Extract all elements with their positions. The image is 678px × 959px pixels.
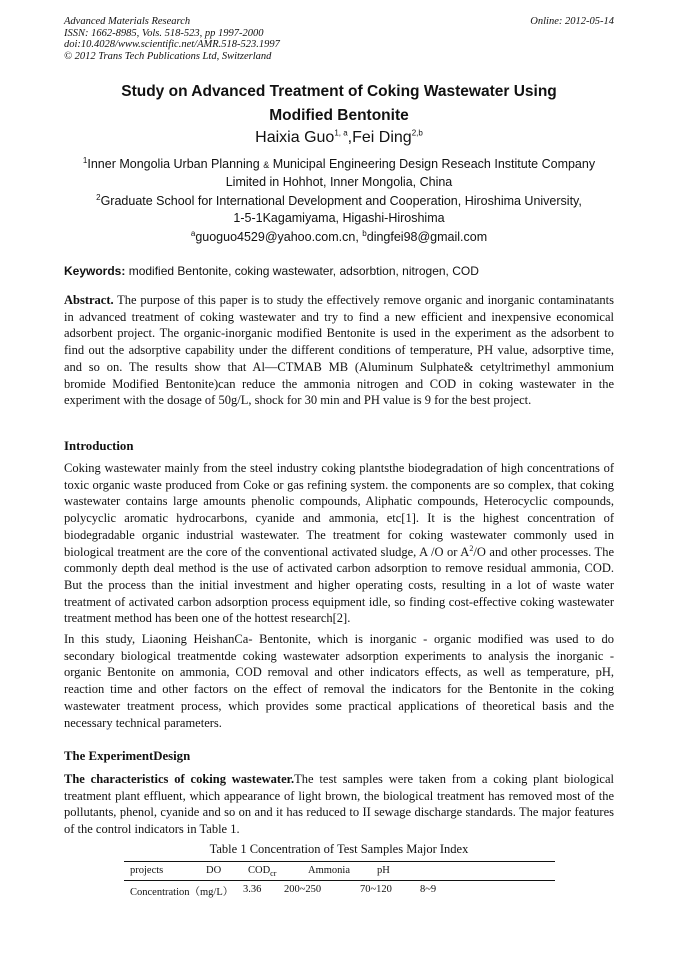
abstract-label: Abstract.: [64, 293, 114, 307]
author-2: Fei Ding: [352, 129, 412, 146]
th-do: DO: [206, 865, 222, 876]
th-ph: pH: [377, 865, 390, 876]
aff1-part2: Municipal Engineering Design Reseach Institute Company: [272, 157, 596, 171]
aff1-part1: Inner Mongolia Urban Planning: [87, 157, 260, 171]
author-2-sup: 2,b: [411, 128, 423, 138]
intro-p1-sup: 2: [469, 543, 474, 553]
paper-title: [60, 80, 618, 128]
email-a: guoguo4529@yahoo.com.cn,: [195, 230, 363, 244]
affiliation-2: [60, 193, 618, 227]
intro-p1-a: Coking wastewater mainly from the steel industry coking plantsthe biodegradation of high concentrations of toxic organic waste produced from Coke or gas refining system. the components are so complex, that coking wastewater contains large amounts phenolic compounds, Aliphatic compounds, Heterocyclic compounds, polycyclic aromatic hydrocarbons, cyanide and ammonia, etc[1]. It is the highest concentration of biodegradable organic industrial wastewater. The treatment for coking wastewater commonly used in biological treatment are the core of the conventional activated sludge, A /O or A: [64, 461, 614, 559]
journal-name: Advanced Materials Research: [64, 16, 191, 27]
affiliation-1: [60, 156, 618, 191]
td-label: Concentration（mg/L）: [130, 887, 234, 898]
experiment-heading: The ExperimentDesign: [64, 749, 191, 763]
th-cod-sub: cr: [270, 869, 277, 879]
td-ammonia: 70~120: [360, 884, 392, 895]
aff2-line2: 1-5-1Kagamiyama, Higashi-Hiroshima: [233, 211, 445, 225]
td-ph: 8~9: [420, 884, 437, 895]
introduction-heading: Introduction: [64, 439, 134, 453]
keywords-text: modified Bentonite, coking wastewater, adsorbtion, nitrogen, COD: [125, 264, 479, 278]
td-do: 3.36: [243, 884, 262, 895]
introduction-paragraph-1: [64, 460, 614, 627]
author-1: Haixia Guo: [255, 129, 335, 146]
title-line-2: Modified Bentonite: [269, 107, 409, 124]
doi-line: doi:10.4028/www.scientific.net/AMR.518-523.1997: [64, 39, 280, 50]
online-date: Online: 2012-05-14: [530, 16, 614, 27]
email-b: dingfei98@gmail.com: [366, 230, 488, 244]
aff2-sup: 2: [96, 192, 101, 202]
introduction-paragraph-2: In this study, Liaoning HeishanCa- Bentonite, which is inorganic - organic modified was used to do secondary biological treatmentde coking wastewater adsorption experiments to analysis the inorganic - organic Bentonite on ammonia, COD removal and other indicators effects, as well as temperature, pH, reaction time and other factors on the effect of removal the indicators for the Bentonite in the coking wastewater treatment process, which provides some practical applications of theoretical basis and the necessary technical parameters.: [64, 632, 614, 730]
experiment-p1-label: The characteristics of coking wastewater.: [64, 772, 295, 786]
author-separator: ,: [347, 129, 353, 146]
experiment-paragraph-1: [64, 771, 614, 838]
table-row: [124, 881, 555, 899]
abstract: [64, 292, 614, 409]
running-header: [64, 16, 614, 62]
th-cod: [248, 865, 277, 879]
keywords-label: Keywords:: [64, 264, 126, 278]
table-1: [124, 861, 555, 899]
author-1-sup: 1, a: [334, 128, 348, 138]
aff1-ampersand: &: [263, 160, 270, 170]
table-header-row: [124, 862, 555, 880]
abstract-text: The purpose of this paper is to study the effectively remove organic and inorganic contaminatants in advanced treatment of coking wastewater and try to find a new efficient and inexpensive economical adsorbent project. The organic-inorganic modified Bentonite is used in the experiment as the adsorbent to find out the adsorptive capability under the different conditions of temperature, PH value, adsorptive time, and so on. The results show that Al—CTMAB MB (Aluminum Sulphate& cetyltrimethyl ammonium bromide Modified Bentonite)can reduce the ammonia nitrogen and COD in coking wastewater in the experiment with the dosage of 50g/L, shock for 30 min and PH value is 9 for the best project.: [64, 293, 614, 408]
email-a-sup: a: [190, 228, 196, 238]
aff2-line1: Graduate School for International Development and Cooperation, Hiroshima University,: [100, 194, 582, 208]
td-cod: 200~250: [284, 884, 322, 895]
th-ammonia: Ammonia: [308, 865, 350, 876]
email-line: [60, 229, 618, 246]
aff1-sup: 1: [82, 155, 88, 165]
email-b-sup: b: [362, 228, 367, 238]
th-cod-label: COD: [248, 865, 271, 876]
title-line-1: Study on Advanced Treatment of Coking Wastewater Using: [121, 83, 557, 100]
th-projects: projects: [130, 865, 164, 876]
experiment-p1-text: The test samples were taken from a coking plant biological treatment plant effluent, which appearance of light brown, the biological treatment has removed most of the pollutants, phenol, cyanide and so on and it has reduced to II sewage discharge standards. The major features of the control indicators in Table 1.: [64, 772, 614, 837]
aff1-line2: Limited in Hohhot, Inner Mongolia, China: [225, 175, 453, 189]
table-caption: Table 1 Concentration of Test Samples Major Index: [209, 842, 469, 856]
issn-line: ISSN: 1662-8985, Vols. 518-523, pp 1997-2000: [64, 27, 264, 39]
copyright-line: © 2012 Trans Tech Publications Ltd, Switzerland: [64, 50, 272, 62]
intro-p1-b: /O and other processes. The commonly depth deal method is the use of activated carbon adsorption to remove residual ammonia, COD. But the process than the initial investment and higher operating costs, resulting in a lot of waste water treatment of activated carbon adsorption process equipment idle, so finding cost-effective coking wastewater treatment method has been one of the hottest research[2].: [64, 544, 614, 626]
keywords: [64, 264, 614, 278]
authors-line: [60, 128, 618, 148]
